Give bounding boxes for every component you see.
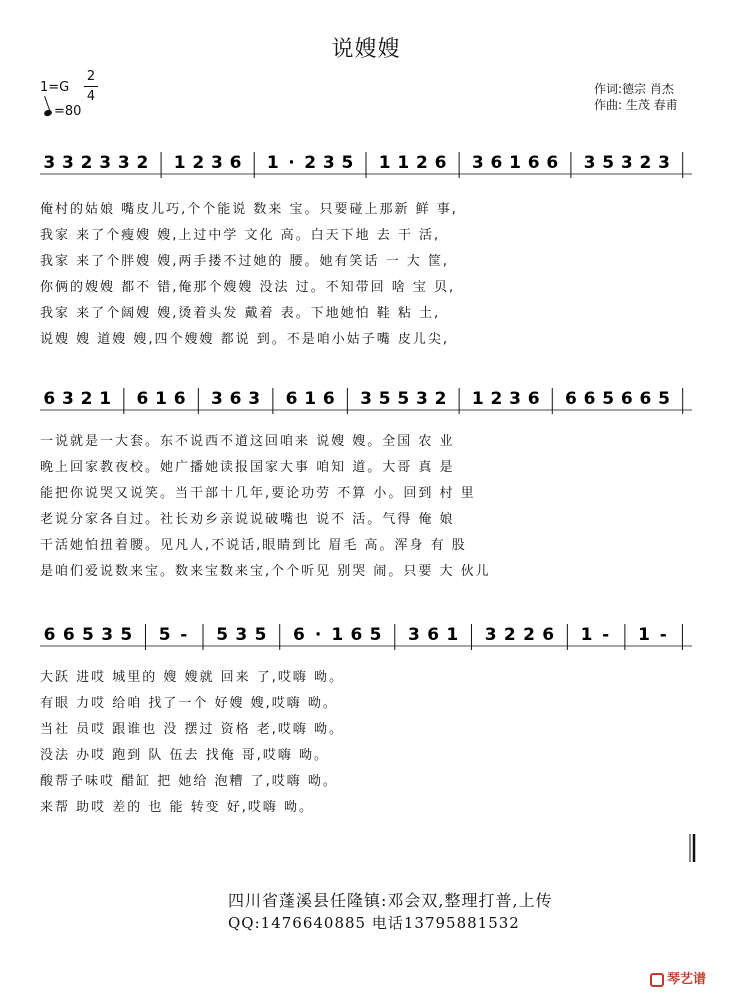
- score-note: 6: [490, 153, 503, 173]
- lyric-line: 大跃 进哎 城里的 嫂 嫂就 回来 了,哎嗨 呦。: [40, 670, 345, 685]
- lyric-line: 晚上回家教夜校。她广播她读报国家大事 咱知 道。大哥 真 是: [40, 460, 455, 475]
- lyric-line: 俺村的姑娘 嘴皮儿巧,个个能说 数来 宝。只要碰上那新 鲜 事,: [40, 202, 458, 217]
- score-note: 5: [602, 389, 615, 409]
- lyric-line: 能把你说哭又说笑。当干部十几年,要论功劳 不算 小。回到 村 里: [40, 486, 476, 501]
- score-note: 1: [397, 153, 410, 173]
- score-note: 1: [155, 389, 168, 409]
- score-note: 3: [484, 625, 497, 645]
- score-note: 6: [527, 389, 540, 409]
- score-note: 3: [62, 389, 74, 409]
- score-note: 5: [82, 625, 94, 645]
- score-note: 2: [523, 625, 535, 645]
- score-note: 5: [369, 625, 382, 645]
- lyric-line: 你俩的嫂嫂 都不 错,俺那个嫂嫂 没法 过。不知带回 啥 宝 贝,: [40, 280, 456, 295]
- score-note: 3: [62, 153, 74, 173]
- score-note: 1: [304, 389, 317, 409]
- score-note: 6: [229, 153, 242, 173]
- score-note: 1: [638, 625, 650, 645]
- score-note: 5: [120, 625, 133, 645]
- logo-mark-icon: [650, 973, 664, 987]
- score-note: 5: [341, 153, 354, 173]
- score-note: 6: [434, 153, 447, 173]
- score-note: 5: [602, 153, 615, 173]
- score-note: -: [602, 625, 610, 645]
- score-note: 2: [639, 153, 652, 173]
- lyric-line: 说嫂 嫂 道嫂 嫂,四个嫂嫂 都说 到。不是咱小姑子嘴 皮儿尖,: [40, 332, 450, 347]
- score-note: 6: [427, 625, 440, 645]
- score-note: 6: [322, 389, 335, 409]
- score-note: 6: [527, 153, 540, 173]
- score-note: 1: [173, 153, 186, 173]
- logo-text: 琴艺谱: [667, 972, 707, 987]
- score-note: 3: [211, 153, 223, 173]
- score-note: 6: [620, 389, 633, 409]
- lyric-line: 当社 员哎 跟谁也 没 摆过 资格 老,哎嗨 呦。: [40, 722, 345, 737]
- score-note: 3: [408, 625, 420, 645]
- score-note: 2: [136, 153, 149, 173]
- score-note: ·: [288, 153, 295, 173]
- score-note: 6: [350, 625, 363, 645]
- score-note: 6: [583, 389, 596, 409]
- score-note: 3: [248, 389, 261, 409]
- lyric-line: 一说就是一大套。东不说西不道这回咱来 说嫂 嫂。全国 农 业: [40, 434, 455, 449]
- score-note: 5: [216, 625, 229, 645]
- score-note: -: [659, 625, 667, 645]
- score-note: 1: [446, 625, 459, 645]
- score-note: 3: [99, 153, 112, 173]
- score-note: 6: [43, 625, 56, 645]
- score-note: 6: [542, 625, 555, 645]
- lyric-line: 我家 来了个胖嫂 嫂,两手搂不过她的 腰。她有笑话 一 大 筐,: [40, 254, 450, 269]
- score-note: 3: [583, 153, 596, 173]
- score-note: 2: [490, 389, 503, 409]
- lyric-line: 酸帮子味哎 醋缸 把 她给 泡糟 了,哎嗨 呦。: [40, 774, 338, 789]
- site-logo: [650, 968, 706, 987]
- score-note: 6: [285, 389, 298, 409]
- lyricist-credit: 作词:德宗 肖杰: [594, 82, 674, 96]
- score-note: 3: [620, 153, 633, 173]
- tempo-value: =80: [54, 104, 82, 119]
- score-note: 1: [580, 625, 593, 645]
- score-note: 5: [158, 625, 171, 645]
- score-note: 6: [43, 389, 56, 409]
- score-note: 1: [331, 625, 344, 645]
- score-note: -: [180, 625, 188, 645]
- score-note: 2: [434, 389, 447, 409]
- score-note: 6: [173, 389, 186, 409]
- meter-top: 2: [86, 69, 96, 84]
- meter-bottom: 4: [86, 89, 96, 104]
- score-note: 6: [136, 389, 149, 409]
- score-note: 3: [101, 625, 114, 645]
- score-note: ·: [314, 625, 322, 645]
- score-note: 5: [658, 389, 670, 409]
- score-note: 3: [117, 153, 130, 173]
- score-note: 2: [503, 625, 516, 645]
- score-note: 1: [266, 153, 279, 173]
- lyric-line: 干活她怕扭着腰。见凡人,不说话,眼睛到比 眉毛 高。浑身 有 股: [40, 538, 467, 553]
- score-note: 1: [378, 153, 391, 173]
- score-note: 5: [378, 389, 391, 409]
- score-note: 6: [639, 389, 652, 409]
- score-note: 6: [546, 153, 559, 173]
- score-note: 2: [80, 389, 93, 409]
- score-note: 3: [322, 153, 335, 173]
- lyric-line: 我家 来了个阔嫂 嫂,烫着头发 戴着 表。下地她怕 鞋 粘 土,: [40, 306, 441, 321]
- score-note: 3: [415, 389, 428, 409]
- score-note: 5: [397, 389, 410, 409]
- lyric-line: 来帮 助哎 差的 也 能 转变 好,哎嗨 呦。: [40, 800, 315, 815]
- lyric-line: 老说分家各自过。社长劝乡亲说说破嘴也 说不 活。气得 俺 娘: [40, 512, 455, 527]
- lyric-line: 没法 办哎 跑到 队 伍去 找俺 哥,哎嗨 呦。: [40, 748, 330, 763]
- score-note: 1: [471, 389, 484, 409]
- score-note: 1: [509, 153, 521, 173]
- score-note: 2: [192, 153, 205, 173]
- score-note: 3: [658, 153, 670, 173]
- footer-contact: QQ:1476640885 电话13795881532: [228, 914, 520, 932]
- score-note: 6: [229, 389, 242, 409]
- score-note: 5: [254, 625, 267, 645]
- lyric-line: 有眼 力哎 给咱 找了一个 好嫂 嫂,哎嗨 呦。: [40, 696, 338, 711]
- key-signature: 1=G: [40, 80, 70, 95]
- footer-uploader: 四川省蓬溪县任隆镇:邓会双,整理打普,上传: [228, 891, 553, 910]
- score-note: 3: [211, 389, 223, 409]
- score-note: 6: [564, 389, 577, 409]
- score-note: 3: [360, 389, 372, 409]
- score-note: 6: [62, 625, 75, 645]
- score-note: 3: [509, 389, 521, 409]
- lyric-line: 是咱们爱说数来宝。数来宝数来宝,个个听见 别哭 闹。只要 大 伙儿: [40, 564, 491, 579]
- score-note: 2: [415, 153, 428, 173]
- song-title: 说嫂嫂: [331, 37, 401, 62]
- score-note: 3: [43, 153, 56, 173]
- score-note: 3: [471, 153, 484, 173]
- score-note: 6: [292, 625, 305, 645]
- score-note: 2: [80, 153, 93, 173]
- score-note: 1: [99, 389, 112, 409]
- score-note: 2: [304, 153, 317, 173]
- composer-credit: 作曲: 生茂 春甫: [594, 98, 678, 112]
- score-note: 3: [235, 625, 248, 645]
- lyric-line: 我家 来了个瘦嫂 嫂,上过中学 文化 高。白天下地 去 干 活,: [40, 228, 441, 243]
